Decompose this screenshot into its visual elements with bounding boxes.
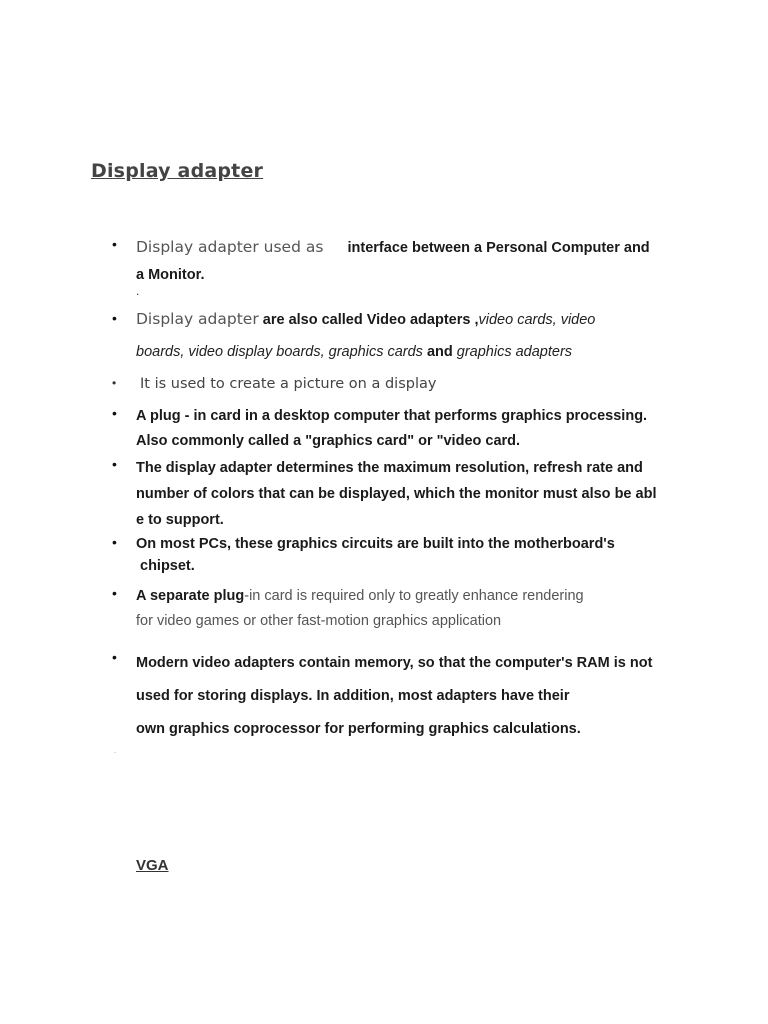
list-item-text: On most PCs, these graphics circuits are built into the motherboard's chipset. xyxy=(136,536,615,574)
list-item-body: and xyxy=(422,344,457,360)
page-title: Display adapter xyxy=(91,160,264,182)
bullet-icon: • xyxy=(112,376,117,390)
list-item-text xyxy=(136,234,696,289)
list-item-lead: Display adapter used as xyxy=(136,238,324,256)
list-item-italic: boards, video display boards, graphics cards xyxy=(136,344,423,360)
bullet-icon: • xyxy=(112,456,117,472)
bullet-icon: • xyxy=(112,236,117,252)
list-item-italic: video cards, video xyxy=(478,312,596,328)
list-item-text xyxy=(136,308,696,363)
list-item-text: Modern video adapters contain memory, so that the computer's RAM is not used for storing displays. In addition, most adapters have their own graphics coprocessor for performing graphics calculations. xyxy=(136,655,653,737)
list-item-lead: Display adapter xyxy=(136,310,259,328)
stray-dot: . xyxy=(136,284,140,298)
list-item-body: A separate plug xyxy=(136,588,245,604)
bullet-icon: • xyxy=(112,534,117,550)
bullet-icon: • xyxy=(112,585,117,601)
section-heading: VGA xyxy=(136,857,169,874)
bullet-icon: • xyxy=(112,310,117,326)
bullet-icon: • xyxy=(112,649,117,665)
list-item-italic: graphics adapters xyxy=(456,344,573,360)
list-item-text: A separate plug-in card is required only to greatly enhance rendering for video games or other fast-motion graphics application xyxy=(136,588,584,629)
stray-dot: . xyxy=(114,746,117,755)
list-item-body: interface between a Personal Computer and xyxy=(347,240,650,256)
bullet-icon: • xyxy=(112,405,117,421)
list-item-body: -in card is required only to greatly enhance rendering xyxy=(244,588,584,604)
list-item-text: It is used to create a picture on a display xyxy=(140,376,437,392)
list-item-line: a Monitor. xyxy=(136,267,205,283)
list-item-text: A plug - in card in a desktop computer that performs graphics processing. Also commonly called a "graphics card" or "video card. xyxy=(136,408,648,449)
list-item-text: The display adapter determines the maximum resolution, refresh rate and number of colors that can be displayed, which the monitor must also be abl e to support. xyxy=(136,460,657,528)
list-item-body: are also called Video adapters , xyxy=(258,312,479,328)
